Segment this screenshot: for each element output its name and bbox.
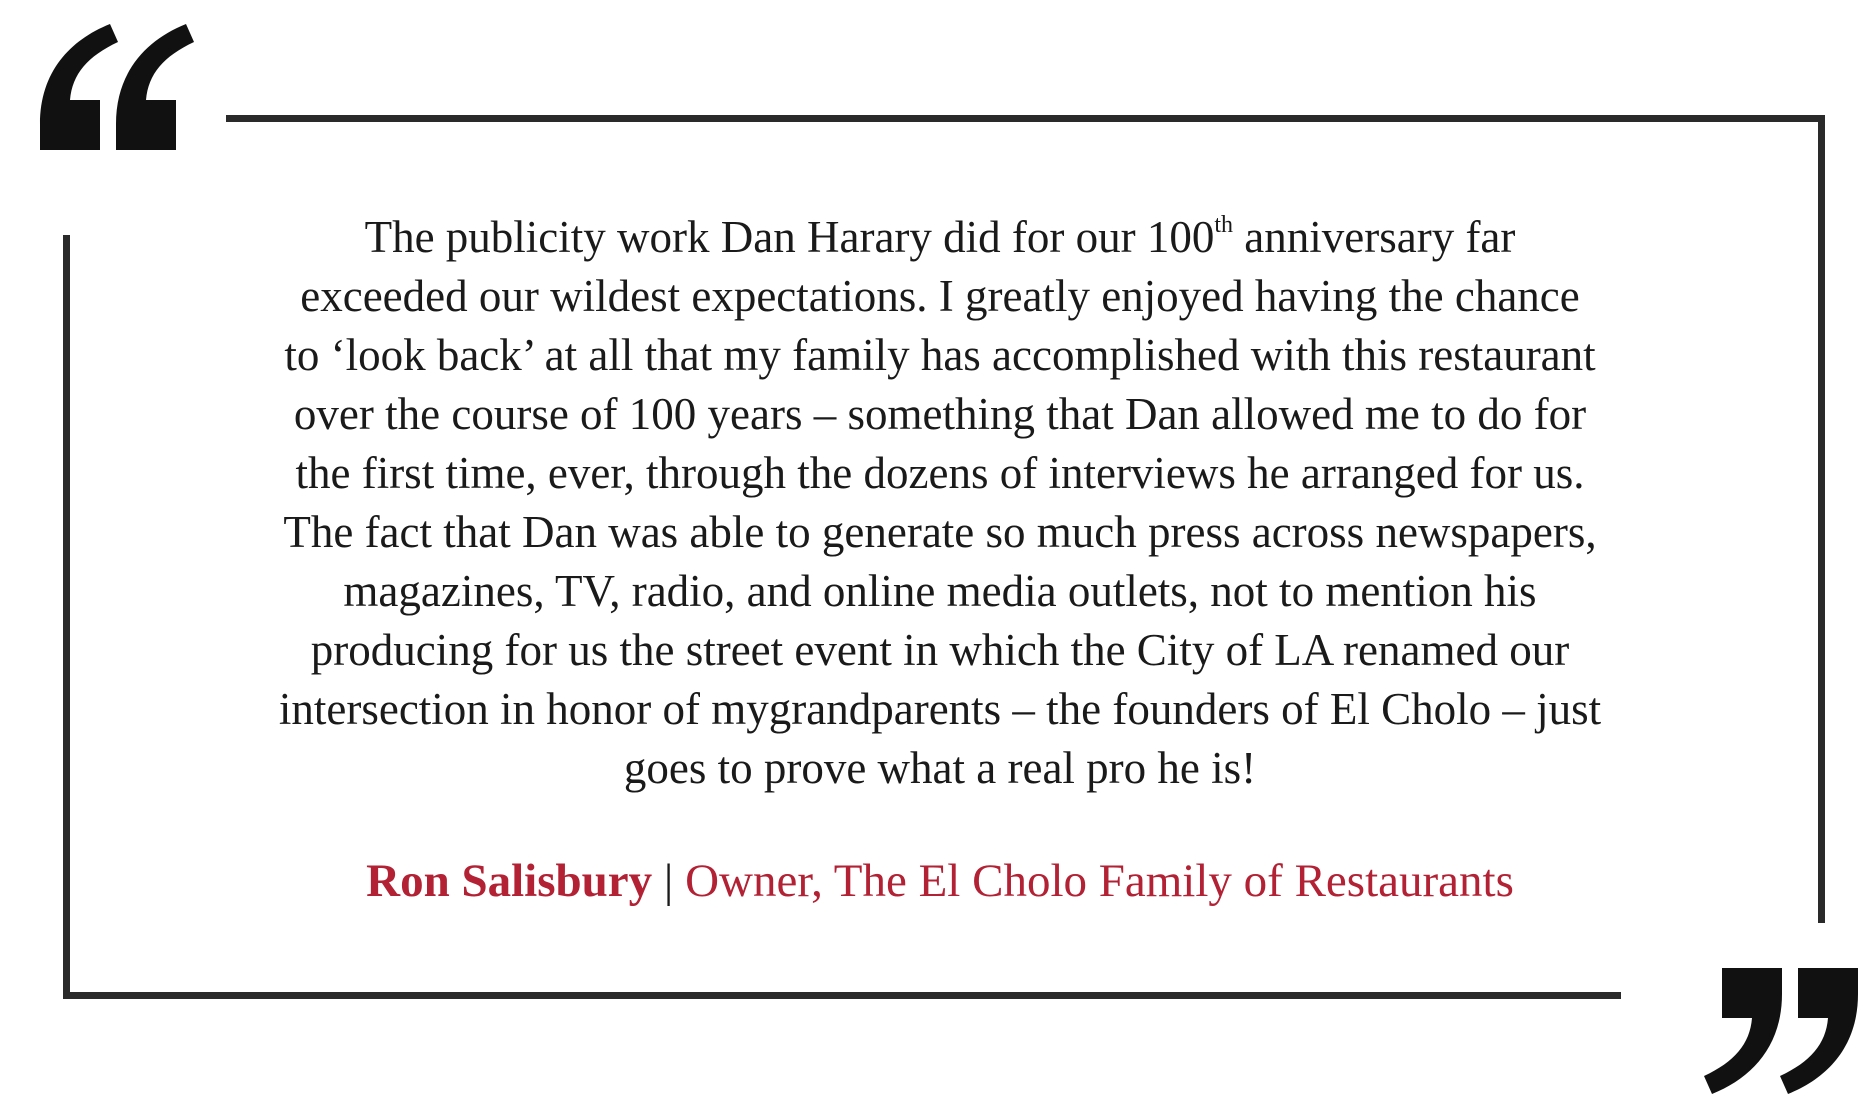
open-quote-icon	[36, 22, 194, 152]
quote-line: The publicity work Dan Harary did for our 100th anniversary far	[364, 212, 1516, 262]
frame-top-border	[226, 115, 1824, 122]
quote-line: magazines, TV, radio, and online media outlets, not to mention his	[343, 566, 1537, 616]
quote-line: the first time, ever, through the dozens of interviews he arranged for us.	[295, 448, 1585, 498]
frame-left-border	[63, 235, 70, 999]
author-name: Ron Salisbury	[366, 855, 653, 907]
quote-line: The fact that Dan was able to generate so much press across newspapers,	[283, 507, 1597, 557]
close-quote-icon	[1704, 966, 1862, 1096]
quote-line: exceeded our wildest expectations. I greatly enjoyed having the chance	[300, 271, 1580, 321]
quote-line: over the course of 100 years – something that Dan allowed me to do for	[293, 389, 1587, 439]
quote-line: intersection in honor of mygrandparents – the founders of El Cholo – just	[278, 684, 1602, 734]
quote-line: to ‘look back’ at all that my family has accomplished with this restaurant	[284, 330, 1596, 380]
frame-right-border	[1818, 115, 1825, 923]
frame-bottom-border	[63, 992, 1621, 999]
attribution	[130, 852, 1750, 910]
quote-line: producing for us the street event in which the City of LA renamed our	[310, 625, 1570, 675]
attribution-separator: |	[652, 855, 686, 907]
quote-line: goes to prove what a real pro he is!	[623, 743, 1257, 793]
author-role: Owner, The El Cholo Family of Restaurants	[685, 855, 1514, 907]
testimonial-quote	[130, 208, 1750, 798]
